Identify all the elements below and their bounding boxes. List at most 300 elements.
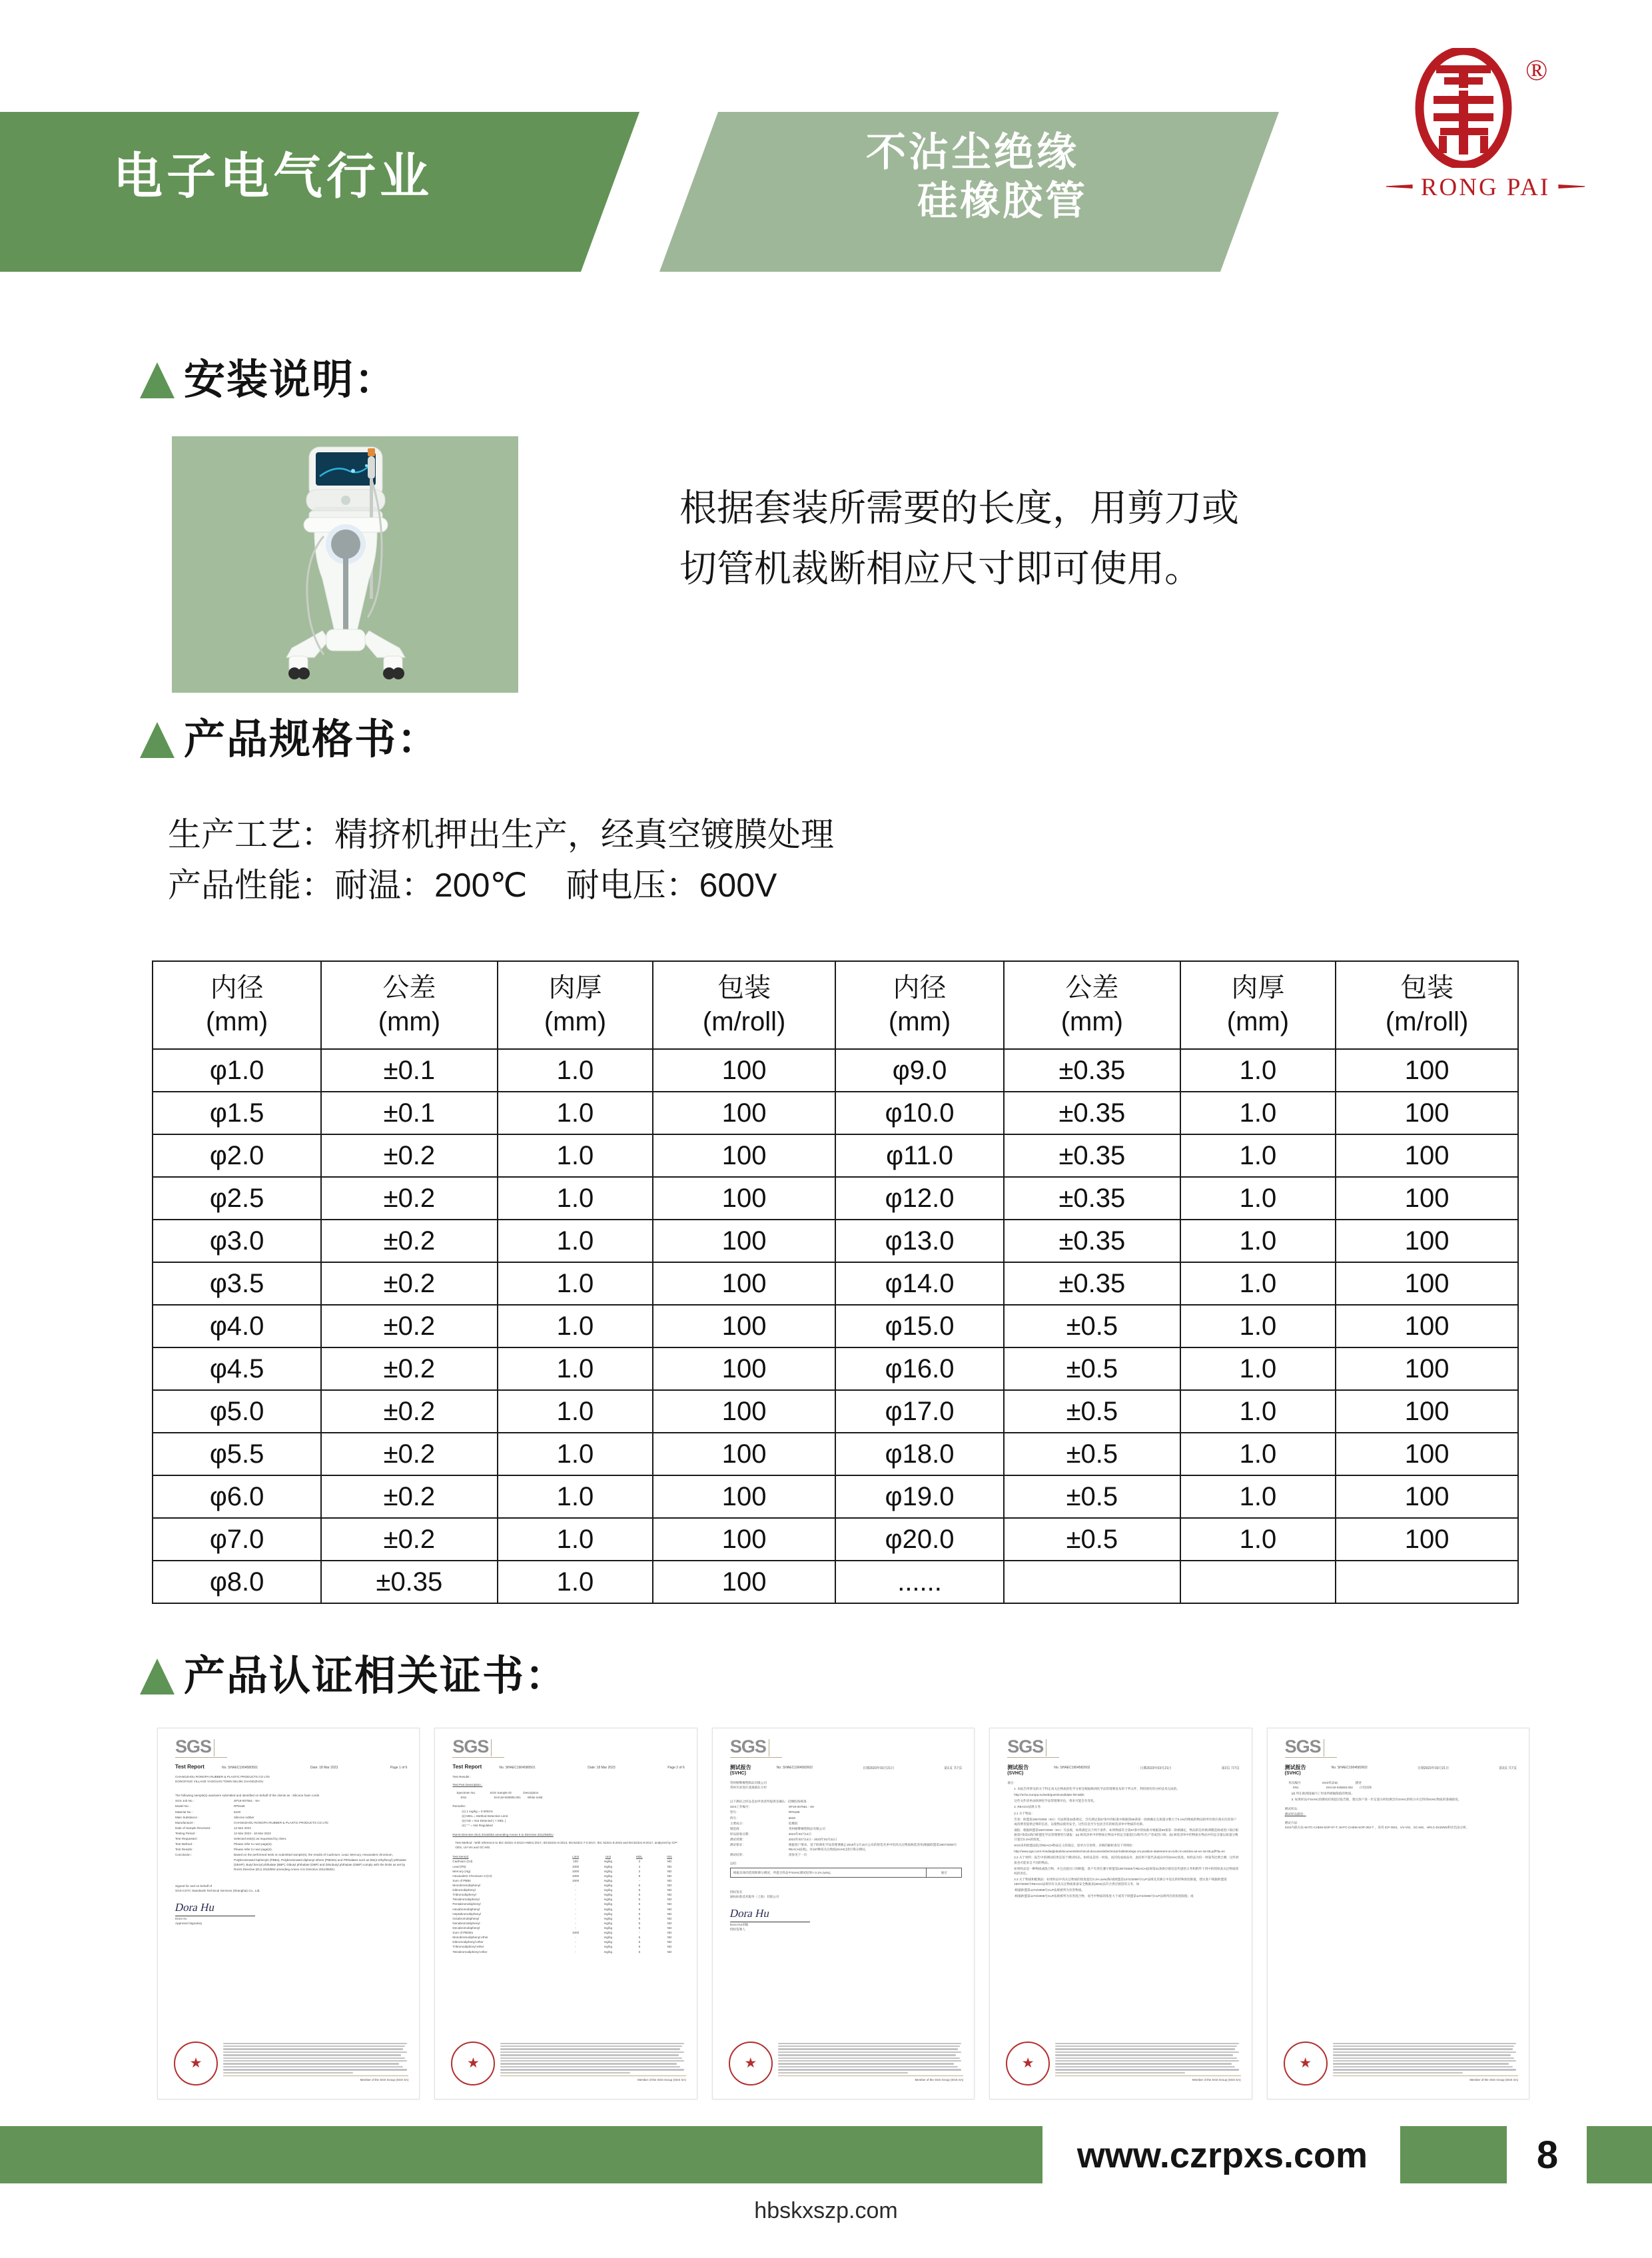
table-cell-r3-c2: 1.0 bbox=[498, 1177, 653, 1220]
certificate-content bbox=[452, 1774, 684, 1954]
table-cell-r11-c0: φ7.0 bbox=[153, 1518, 321, 1561]
sgs-tick-icon bbox=[491, 1739, 492, 1756]
table-cell-r8-c6: 1.0 bbox=[1180, 1390, 1336, 1433]
certificate-result-cell: ND bbox=[667, 1950, 672, 1954]
table-cell-r5-c6: 1.0 bbox=[1180, 1262, 1336, 1305]
sgs-logo-text: SGS bbox=[175, 1738, 211, 1756]
table-cell-r12-c5 bbox=[1004, 1561, 1180, 1603]
certificate-result-cell: Dibromodiphenyl ether bbox=[452, 1940, 484, 1944]
sgs-logo-block bbox=[452, 1738, 684, 1758]
certificate-result-row-13 bbox=[452, 1921, 684, 1926]
certificate-note-8: http://www.sgs.com/-/media/global/documents/technical-documents/technical-bulletins/sgs-crs-position-statement-on-svhc-in-articles-a4-en-16-06.pdf?la=en bbox=[1014, 1850, 1225, 1854]
certificate-result-cell: mg/kg bbox=[604, 1888, 613, 1892]
certificate-field-2 bbox=[730, 1816, 962, 1820]
table-cell-r2-c5: ±0.35 bbox=[1004, 1134, 1180, 1177]
cert-text-line bbox=[1333, 2048, 1513, 2050]
certificate-result-cell: - bbox=[575, 1936, 576, 1940]
certificate-signed-org: SGS-CSTC Standards Technical Services (Shanghai) Co., Ltd. bbox=[175, 1888, 260, 1892]
certificate-result-cell: - bbox=[575, 1940, 576, 1944]
table-cell-r4-c4: φ13.0 bbox=[835, 1220, 1004, 1262]
certificate-result-row-16 bbox=[452, 1935, 684, 1940]
certificate-result-cell: mg/kg bbox=[604, 1921, 613, 1925]
cert-text-line bbox=[1055, 2043, 1239, 2044]
table-cell-r3-c7: 100 bbox=[1336, 1177, 1518, 1220]
table-cell-r12-c2: 1.0 bbox=[498, 1561, 653, 1603]
certificate-note-10: 如果样品是一种物质或混合物，并且直接出口到欧盟，客户有责任遵守欧盟第1907/2006号REACH法规第31条供应链信息传递的义务和附件十四中的授权高关注物质授权的责任。 bbox=[1014, 1866, 1239, 1875]
certificate-result-cell: mg/kg bbox=[604, 1945, 613, 1949]
certificate-spec-header-1: SGS样品ID bbox=[1322, 1781, 1338, 1784]
certificate-company-line2: 常州市武进区遥观镇东方村 bbox=[729, 1786, 767, 1790]
certificate-result-cell: ND bbox=[667, 1931, 672, 1935]
table-cell-r5-c3: 100 bbox=[653, 1262, 835, 1305]
certificate-result-cell: Tetrabromobiphenyl bbox=[452, 1898, 480, 1902]
certificate-title: 测试报告 bbox=[1284, 1764, 1306, 1770]
certificate-title-row bbox=[1007, 1764, 1239, 1776]
certificate-field-key: 测试周期： bbox=[729, 1837, 745, 1841]
footer-website[interactable]: www.czrpxs.com bbox=[1076, 2135, 1368, 2175]
page-header bbox=[0, 54, 1652, 272]
table-cell-r7-c5: ±0.5 bbox=[1004, 1347, 1180, 1390]
footer-band-left bbox=[0, 2126, 1042, 2183]
certificate-result-cell: ND bbox=[667, 1912, 672, 1916]
table-cell-r11-c3: 100 bbox=[653, 1518, 835, 1561]
table-cell-r5-c4: φ14.0 bbox=[835, 1262, 1004, 1305]
certificate-red-stamp-icon bbox=[729, 2042, 773, 2085]
certificate-field-value: SP19-007661 - SH bbox=[788, 1805, 815, 1809]
certificate-result-header-3: MDL bbox=[635, 1855, 643, 1859]
cert-text-line bbox=[223, 2048, 403, 2050]
certificate-spec-headers bbox=[1285, 1780, 1517, 1785]
logo-dash-left bbox=[1386, 185, 1413, 188]
table-cell-r9-c0: φ5.5 bbox=[153, 1433, 321, 1475]
certificate-page: 第3页 共7页 bbox=[1499, 1766, 1517, 1770]
certificate-field-key: Manufacturer : bbox=[175, 1820, 195, 1824]
cert-text-line bbox=[500, 2058, 682, 2059]
certificate-fine-print bbox=[223, 2042, 408, 2081]
certificate-date: 日期2023年03月21日 bbox=[863, 1766, 895, 1770]
table-cell-r8-c2: 1.0 bbox=[498, 1390, 653, 1433]
certificate-note-9: 2.2 关于材料：报告中的测试结果是基于测试样品。如样品是均一材质，而其构成或品对，此结果不能代表或品中的SVHC浓度。如样品为均一材质等比例合测，这些材质也可能来自不同的物品。 bbox=[1014, 1856, 1239, 1864]
table-cell-r10-c2: 1.0 bbox=[498, 1475, 653, 1518]
table-cell-r6-c7: 100 bbox=[1336, 1305, 1518, 1347]
certificate-signed-for: Signed for and on behalf of bbox=[175, 1884, 212, 1888]
certificate-field-value: 硅橡胶 bbox=[788, 1821, 798, 1825]
certificate-field-3 bbox=[175, 1815, 407, 1820]
certificate-member-note: Member of the SGS Group (SGS SA) bbox=[637, 2078, 686, 2081]
certificate-result-cell: - bbox=[575, 1902, 576, 1906]
certificate-thumbnail-1[interactable] bbox=[157, 1728, 420, 2099]
certificate-result-cell: Tribromodiphenyl ether bbox=[452, 1945, 484, 1949]
cert-text-line bbox=[778, 2069, 962, 2070]
certificate-result-cell: mg/kg bbox=[604, 1874, 613, 1878]
certificate-report-no: No. SHAEC1904582602 bbox=[1054, 1766, 1090, 1770]
certificate-page: Page 2 of 6 bbox=[667, 1766, 685, 1770]
cert-text-line bbox=[500, 2052, 684, 2053]
table-cell-r9-c7: 100 bbox=[1336, 1433, 1518, 1475]
certificate-field-key: Conclusion : bbox=[175, 1853, 193, 1857]
certificate-note-3: 2. REACH法规义务： bbox=[1014, 1805, 1044, 1809]
sgs-logo-block bbox=[175, 1738, 407, 1758]
table-cell-r9-c6: 1.0 bbox=[1180, 1433, 1336, 1475]
spec-process-value: 精挤机押出生产，经真空镀膜处理 bbox=[334, 816, 834, 853]
certificate-spec-header-1: SGS Sample ID bbox=[490, 1791, 512, 1795]
table-cell-r1-c5: ±0.35 bbox=[1004, 1092, 1180, 1134]
certificate-note-12: -根据欧盟第1272/2008号CLP法规被列为有害物质。 bbox=[1014, 1888, 1084, 1892]
certificate-result-cell: ND bbox=[667, 1936, 672, 1940]
spec-table-head bbox=[153, 961, 1518, 1049]
certificate-date: Date: 18 Mar 2023 bbox=[310, 1766, 338, 1770]
certificate-footer-rule bbox=[1333, 2075, 1518, 2076]
certificate-field-4 bbox=[730, 1826, 962, 1831]
certificate-result-cell: ND bbox=[667, 1860, 672, 1864]
certificate-result-cell: Nonabromobiphenyl bbox=[452, 1921, 480, 1925]
certificate-result-cell: ND bbox=[667, 1916, 672, 1920]
cert-text-line bbox=[500, 2048, 680, 2050]
table-cell-r5-c2: 1.0 bbox=[498, 1262, 653, 1305]
cert-text-line bbox=[778, 2063, 954, 2064]
table-cell-r12-c6 bbox=[1180, 1561, 1336, 1603]
certificate-result-cell: Lead (Pb) bbox=[452, 1864, 466, 1868]
certificate-field-key: Main Substance : bbox=[175, 1815, 199, 1819]
table-cell-r6-c2: 1.0 bbox=[498, 1305, 653, 1347]
col-header-name: 包装 bbox=[717, 972, 771, 1002]
cert-text-line bbox=[778, 2054, 956, 2056]
certificate-result-cell: 1000 bbox=[572, 1874, 580, 1878]
certificate-red-stamp-icon bbox=[451, 2042, 495, 2085]
col-header-name: 肉厚 bbox=[1231, 972, 1285, 1002]
table-cell-r1-c6: 1.0 bbox=[1180, 1092, 1336, 1134]
certificate-content bbox=[730, 1780, 962, 1878]
certificate-body bbox=[1285, 1738, 1517, 1830]
certificate-field-4 bbox=[175, 1820, 407, 1825]
table-row bbox=[153, 1475, 1518, 1518]
spec-performance-label: 产品性能： bbox=[168, 867, 334, 904]
certificate-title-row bbox=[175, 1764, 407, 1770]
certificate-result-cell: - bbox=[575, 1888, 576, 1892]
install-section-heading bbox=[140, 357, 398, 403]
table-cell-r4-c6: 1.0 bbox=[1180, 1220, 1336, 1262]
certificate-result-cell: - bbox=[575, 1945, 576, 1949]
table-cell-r5-c0: φ3.5 bbox=[153, 1262, 321, 1305]
table-cell-r3-c3: 100 bbox=[653, 1177, 835, 1220]
certificate-result-row-2 bbox=[452, 1869, 684, 1874]
certificate-result-header-4: 001 bbox=[667, 1855, 672, 1859]
certificate-footer-rule bbox=[778, 2075, 963, 2076]
certificate-field-6 bbox=[730, 1837, 962, 1842]
spec-process-label: 生产工艺： bbox=[168, 816, 334, 853]
certificate-spec-value-0: SN1 bbox=[1292, 1786, 1299, 1790]
certificate-section-2: Test Part Description : bbox=[452, 1783, 483, 1787]
certificate-spec-value-2: 白色固体 bbox=[1359, 1786, 1372, 1790]
certificate-field-8 bbox=[175, 1842, 407, 1846]
cert-text-line bbox=[1055, 2058, 1237, 2059]
col-header-unit: (mm) bbox=[544, 1007, 607, 1036]
certificate-note-1: 3. 如果样品中SVHC的测试结果超过报告限，建议客户进一步定量分析检测含有SVHC的组分并且得到SVHC物质的准确浓度。 bbox=[1291, 1798, 1461, 1802]
cert-text-line bbox=[1333, 2054, 1511, 2056]
col-header-unit: (mm) bbox=[205, 1007, 268, 1036]
certificate-result-cell: 1000 bbox=[572, 1869, 580, 1873]
certificate-result-cell: 5 bbox=[638, 1912, 641, 1916]
certificate-field-9 bbox=[175, 1847, 407, 1852]
certificate-field-key: Test Method : bbox=[175, 1842, 194, 1846]
spec-process-line bbox=[168, 809, 1300, 860]
certificate-result-row-6 bbox=[452, 1888, 684, 1892]
cert-text-line bbox=[1333, 2043, 1517, 2044]
certificate-result-cell: 5 bbox=[638, 1907, 641, 1911]
certificate-field-value: 12 Mar 2023 - 18 Mar 2023 bbox=[234, 1831, 271, 1835]
certificate-fine-print bbox=[1333, 2042, 1518, 2081]
certificate-field-key: 测试要求： bbox=[729, 1843, 745, 1847]
certificate-thumbnail-5[interactable] bbox=[1267, 1728, 1529, 2099]
certificate-result-cell: 5 bbox=[638, 1893, 641, 1897]
certificate-result-cell: ND bbox=[667, 1921, 672, 1925]
certificate-result-cell: 2 bbox=[638, 1864, 641, 1868]
sgs-underline bbox=[175, 1757, 227, 1758]
cert-text-line bbox=[1333, 2052, 1517, 2053]
certificate-signature-name: Dora Hu bbox=[175, 1917, 187, 1921]
certificate-title: 测试报告 bbox=[729, 1764, 751, 1770]
certificate-field-value: SP19-007561 - SH bbox=[234, 1799, 260, 1803]
table-cell-r12-c0: φ8.0 bbox=[153, 1561, 321, 1603]
certificate-field-key: 型号： bbox=[729, 1810, 739, 1814]
table-cell-r11-c1: ±0.2 bbox=[321, 1518, 497, 1561]
table-cell-r6-c3: 100 bbox=[653, 1305, 835, 1347]
certificate-result-cell: - bbox=[639, 1878, 640, 1882]
certificate-remark-3: (4) "-" = Not Regulated bbox=[462, 1823, 493, 1827]
cert-text-line bbox=[778, 2043, 962, 2044]
table-cell-r11-c7: 100 bbox=[1336, 1518, 1518, 1561]
certificate-note-13: -根据欧盟第1272/2008号CLP法规被列为有害混合物，而当中物质的浓度大于或等于欧盟第1272/2008号CLP法规列出的浓度限值；或 bbox=[1014, 1894, 1194, 1898]
certificate-thumbnail-3[interactable] bbox=[712, 1728, 975, 2099]
certificate-date: 日期2023年03月21日 bbox=[1140, 1766, 1172, 1770]
cert-text-line bbox=[1055, 2072, 1185, 2073]
certificate-result-cell: - bbox=[575, 1898, 576, 1902]
table-cell-r6-c0: φ4.0 bbox=[153, 1305, 321, 1347]
table-col-header-6 bbox=[1180, 961, 1336, 1049]
triangle-bullet-icon bbox=[140, 1659, 175, 1694]
certificate-result-cell: mg/kg bbox=[604, 1860, 613, 1864]
spec-heading-label: 产品规格书： bbox=[184, 717, 440, 763]
certificate-result-cell: 8 bbox=[638, 1874, 641, 1878]
certificate-summary-label: 总结： bbox=[729, 1862, 739, 1866]
certificate-result-row-11 bbox=[452, 1912, 684, 1916]
cert-text-line bbox=[500, 2043, 684, 2044]
certificate-result-row-10 bbox=[452, 1907, 684, 1912]
table-row bbox=[153, 1518, 1518, 1561]
table-row bbox=[153, 1433, 1518, 1475]
table-cell-r2-c4: φ11.0 bbox=[835, 1134, 1004, 1177]
certificate-signature-image: Dora Hu bbox=[728, 1906, 771, 1920]
certificate-member-note: Member of the SGS Group (SGS SA) bbox=[360, 2078, 409, 2081]
certificate-signed-for: 授权签名 bbox=[729, 1890, 743, 1894]
table-cell-r8-c4: φ17.0 bbox=[835, 1390, 1004, 1433]
certificate-result-cell: 2 bbox=[638, 1869, 641, 1873]
certificate-result-cell: Pentabromobiphenyl bbox=[452, 1902, 481, 1906]
table-cell-r3-c5: ±0.35 bbox=[1004, 1177, 1180, 1220]
table-col-header-3 bbox=[653, 961, 835, 1049]
certificate-result-cell: mg/kg bbox=[604, 1878, 613, 1882]
certificate-thumbnail-2[interactable] bbox=[434, 1728, 697, 2099]
certificate-result-cell: mg/kg bbox=[604, 1869, 613, 1873]
certificate-footer-rule bbox=[500, 2075, 685, 2076]
certificate-result-cell: Dibromobiphenyl bbox=[452, 1888, 476, 1892]
table-cell-r1-c2: 1.0 bbox=[498, 1092, 653, 1134]
table-cell-r12-c3: 100 bbox=[653, 1561, 835, 1603]
cert-text-line bbox=[223, 2069, 407, 2070]
certificate-result-cell: 5 bbox=[638, 1945, 641, 1949]
table-cell-r6-c1: ±0.2 bbox=[321, 1305, 497, 1347]
certificate-test-method: Test Method : With reference to IEC 62321-4:2013+AMD1:2017, IEC62321-5:2013, IEC62321-7-2:2017, IEC 62321-6:2015 and IEC62321-8:2017, analyzed by ICP-OES, UV-Vis and GC-MS. bbox=[455, 1841, 678, 1850]
certificate-field-0 bbox=[175, 1798, 407, 1803]
col-header-name: 公差 bbox=[1065, 972, 1119, 1002]
certificate-report-no: No. SHAEC1904582602 bbox=[776, 1766, 813, 1770]
certificate-title-row bbox=[730, 1764, 962, 1776]
industry-tag: 电子电气行业 bbox=[113, 149, 433, 204]
certificate-field-7 bbox=[175, 1836, 407, 1841]
certificate-company-line1: CHANGZHOU RONGPAI RUBBER & PLASTIC PRODUCTS CO LTD bbox=[175, 1775, 270, 1778]
install-text-line1: 根据套装所需要的长度，用剪刀或 bbox=[679, 487, 1239, 529]
sgs-logo-text: SGS bbox=[1285, 1738, 1321, 1756]
sgs-underline bbox=[730, 1757, 782, 1758]
cert-text-line bbox=[1055, 2046, 1237, 2047]
certificate-thumbnail-4[interactable] bbox=[989, 1728, 1252, 2099]
registered-mark-icon: ® bbox=[1525, 54, 1548, 87]
table-cell-r5-c7: 100 bbox=[1336, 1262, 1518, 1305]
certificate-field-value: 根据客户要求。基于欧洲化学品管理署截止2019年1月15日公布的侯选名单中的高关注物质候选清单(根据欧盟第1907/2006号REACH法规)，对197种高关注物质(SVHC)进行筛分测试。 bbox=[788, 1843, 957, 1852]
certificate-spec-header-0: Specimen No. bbox=[456, 1791, 476, 1795]
certificate-method-label: 测试方法： bbox=[1284, 1820, 1300, 1824]
sgs-logo-text: SGS bbox=[452, 1738, 488, 1756]
certificate-field-value: Please refer to next page(s). bbox=[234, 1842, 272, 1846]
certificate-result-cell: 100 bbox=[573, 1860, 578, 1864]
table-cell-r2-c6: 1.0 bbox=[1180, 1134, 1336, 1177]
table-cell-r11-c6: 1.0 bbox=[1180, 1518, 1336, 1561]
brand-name-text: RONG PAI bbox=[1420, 174, 1551, 201]
table-cell-r8-c0: φ5.0 bbox=[153, 1390, 321, 1433]
table-cell-r7-c6: 1.0 bbox=[1180, 1347, 1336, 1390]
certificate-title-block bbox=[1285, 1764, 1332, 1776]
certificate-result-cell: mg/kg bbox=[604, 1936, 613, 1940]
certificate-date: Date: 18 Mar 2023 bbox=[588, 1766, 616, 1770]
certificate-summary-result: 通过 bbox=[941, 1870, 947, 1874]
certificate-spec-value-2: White solid bbox=[527, 1796, 543, 1800]
certificate-field-6 bbox=[175, 1831, 407, 1836]
certificate-company-line2: DONGFANG VILLAGE YAOGUAN TOWN WUJIN CHANGZHOU bbox=[175, 1780, 264, 1784]
certificate-result-cell: 5 bbox=[638, 1950, 641, 1954]
certificate-result-cell: mg/kg bbox=[604, 1912, 613, 1916]
cert-text-line bbox=[1055, 2052, 1239, 2053]
certificate-remark-2: (3) ND = Not Detected ( < MDL ) bbox=[462, 1818, 506, 1822]
certificate-footer-rule bbox=[223, 2075, 408, 2076]
cert-text-line bbox=[500, 2060, 684, 2062]
table-row bbox=[153, 1347, 1518, 1390]
certificate-result-cell: ND bbox=[667, 1902, 672, 1906]
table-cell-r7-c2: 1.0 bbox=[498, 1347, 653, 1390]
certificate-result-cell: Heptabromobiphenyl bbox=[452, 1912, 481, 1916]
col-header-name: 内径 bbox=[893, 972, 947, 1002]
certificate-spec-value-1: SHA19-045805.001 bbox=[494, 1796, 521, 1800]
brand-logo bbox=[1386, 48, 1585, 248]
certificate-result-row-4 bbox=[452, 1878, 684, 1883]
table-cell-r5-c1: ±0.2 bbox=[321, 1262, 497, 1305]
cert-text-line bbox=[500, 2054, 678, 2056]
table-cell-r1-c4: φ10.0 bbox=[835, 1092, 1004, 1134]
certificate-result-row-15 bbox=[452, 1930, 684, 1935]
cert-text-line bbox=[1333, 2072, 1463, 2073]
certificate-result-cell: mg/kg bbox=[604, 1950, 613, 1954]
certificate-field-value: RP6188 bbox=[788, 1810, 800, 1814]
certificate-remarks-title: Remarks : bbox=[452, 1804, 467, 1808]
table-cell-r0-c4: φ9.0 bbox=[835, 1049, 1004, 1092]
sgs-logo-block bbox=[1285, 1738, 1517, 1758]
certificate-meta bbox=[1054, 1764, 1239, 1770]
table-cell-r10-c3: 100 bbox=[653, 1475, 835, 1518]
cert-text-line bbox=[778, 2048, 958, 2050]
footer-band-mid bbox=[1400, 2126, 1507, 2183]
certificate-notes-label: 备注： bbox=[1007, 1781, 1017, 1784]
certificate-note-0: (d) 列在欧洲国属内工作场所被轴限值的物质。 bbox=[1291, 1792, 1354, 1796]
certificate-signature-block bbox=[175, 1884, 407, 1926]
certificate-meta bbox=[499, 1764, 684, 1770]
col-header-unit: (mm) bbox=[888, 1007, 951, 1036]
sgs-logo-block bbox=[730, 1738, 962, 1758]
table-cell-r1-c7: 100 bbox=[1336, 1092, 1518, 1134]
cert-text-line bbox=[778, 2058, 960, 2059]
certificate-result-cell: 5 bbox=[638, 1916, 641, 1920]
cert-text-line bbox=[223, 2052, 407, 2053]
certificate-red-stamp-icon bbox=[1284, 2042, 1328, 2085]
certificate-title-row bbox=[1285, 1764, 1517, 1776]
certificate-field-5 bbox=[175, 1826, 407, 1830]
certificate-field-0 bbox=[730, 1804, 962, 1809]
certificate-result-header-2: Unit bbox=[605, 1855, 611, 1859]
table-cell-r8-c1: ±0.2 bbox=[321, 1390, 497, 1433]
spec-detail-lines bbox=[168, 809, 1300, 911]
table-cell-r1-c1: ±0.1 bbox=[321, 1092, 497, 1134]
cert-text-line bbox=[1055, 2063, 1231, 2064]
certificate-result-cell: mg/kg bbox=[604, 1898, 613, 1902]
table-row bbox=[153, 1092, 1518, 1134]
beauty-machine-illustration-icon bbox=[172, 436, 518, 693]
sgs-logo-text: SGS bbox=[730, 1738, 766, 1756]
certificate-method-text: SGS内部方法-SHTC-CHEM-SOP-07-T, SHTC-CHEM-SOP-302-T ，采用 ICP-OES、UV-VIS、GC-MS、HPLC-DAD/MS和比色法分析。 bbox=[1284, 1825, 1469, 1829]
certificate-result-cell: mg/kg bbox=[604, 1907, 613, 1911]
table-col-header-0 bbox=[153, 961, 321, 1049]
table-cell-r10-c5: ±0.5 bbox=[1004, 1475, 1180, 1518]
table-row bbox=[153, 1220, 1518, 1262]
rongpai-seal-icon bbox=[1414, 48, 1513, 168]
table-cell-r12-c7 bbox=[1336, 1561, 1518, 1603]
certificate-summary-box bbox=[730, 1868, 962, 1878]
sgs-underline bbox=[1007, 1757, 1059, 1758]
col-header-name: 包装 bbox=[1400, 972, 1454, 1002]
certificate-result-cell: mg/kg bbox=[604, 1864, 613, 1868]
table-cell-r2-c3: 100 bbox=[653, 1134, 835, 1177]
cert-text-line bbox=[1333, 2060, 1517, 2062]
cert-text-line bbox=[1333, 2063, 1509, 2064]
cert-text-line bbox=[500, 2046, 682, 2047]
table-cell-r4-c0: φ3.0 bbox=[153, 1220, 321, 1262]
certificate-field-key: 样品接收日期： bbox=[729, 1832, 751, 1836]
certificate-result-row-18 bbox=[452, 1944, 684, 1949]
certificate-spec-row bbox=[452, 1795, 684, 1800]
table-cell-r4-c2: 1.0 bbox=[498, 1220, 653, 1262]
certificate-result-headers bbox=[452, 1854, 684, 1859]
certificate-directive: RoHS Directive (EU) 2015/863 amending Annex II to Directive 2011/65/EU bbox=[452, 1832, 554, 1836]
certificate-field-value: 12 Mar 2023 bbox=[234, 1826, 251, 1830]
table-cell-r4-c5: ±0.35 bbox=[1004, 1220, 1180, 1262]
certificate-field-7 bbox=[730, 1842, 962, 1852]
